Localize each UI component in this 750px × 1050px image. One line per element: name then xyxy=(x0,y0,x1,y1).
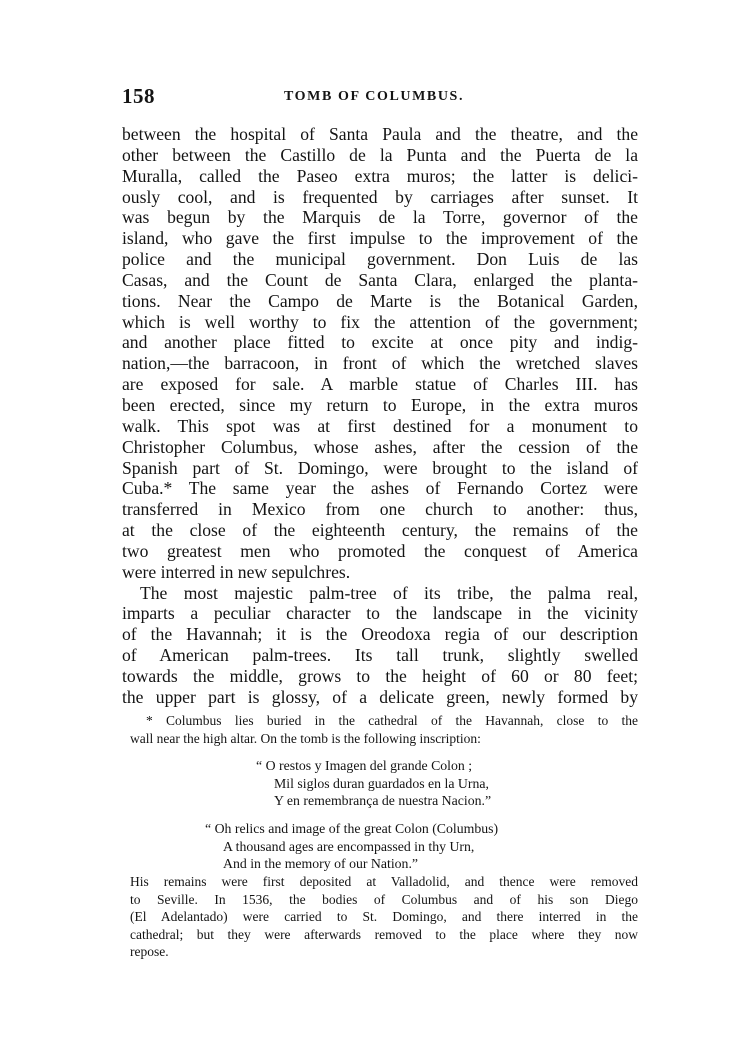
text-line: imparts a peculiar character to the landscape in the vicinity xyxy=(122,603,638,624)
main-text xyxy=(122,124,638,708)
text-line: ously cool, and is frequented by carriages after sunset. It xyxy=(122,186,638,207)
text-line: of American palm-trees. Its tall trunk, slightly swelled xyxy=(122,645,638,666)
text-line: walk. This spot was at first destined for a monument to xyxy=(122,415,638,436)
text-line: Muralla, called the Paseo extra muros; the latter is delici- xyxy=(122,165,638,186)
footnote-line: wall near the high altar. On the tomb is the following inscription: xyxy=(130,730,481,746)
text-line: Christopher Columbus, whose ashes, after the cession of the xyxy=(122,436,638,457)
text-line: Spanish part of St. Domingo, were brought to the island of xyxy=(122,457,638,478)
verse-line: “ Oh relics and image of the great Colon (Columbus) xyxy=(205,821,499,836)
text-line: the upper part is glossy, of a delicate green, newly formed by xyxy=(122,686,638,707)
english-translation xyxy=(205,820,498,873)
verse-line: “ O restos y Imagen del grande Colon ; xyxy=(256,758,473,773)
footnote-line: * Columbus lies buried in the cathedral of the Havannah, close to the xyxy=(146,713,638,728)
text-line: two greatest men who promoted the conquest of America xyxy=(122,540,638,561)
paragraph-start-line: The most majestic palm-tree of its tribe, the palma real, xyxy=(140,582,638,603)
footnote-line: His remains were first deposited at Valladolid, and thence were removed xyxy=(130,874,638,889)
text-line: nation,—the barracoon, in front of which the wretched slaves xyxy=(122,353,638,374)
text-line: of the Havannah; it is the Oreodoxa regia of our description xyxy=(122,624,638,645)
footnote-intro xyxy=(130,712,638,747)
text-line: Casas, and the Count de Santa Clara, enlarged the planta- xyxy=(122,269,638,290)
text-line: which is well worthy to fix the attention of the government; xyxy=(122,311,638,332)
page-header xyxy=(122,84,638,110)
footnote-line: (El Adelantado) were carried to St. Domingo, and there interred in the xyxy=(130,909,638,925)
verse-line: And in the memory of our Nation.” xyxy=(223,856,419,872)
text-line: transferred in Mexico from one church to another: thus, xyxy=(122,499,638,520)
text-line: and another place fitted to excite at once pity and indig- xyxy=(122,332,638,353)
text-line: were interred in new sepulchres. xyxy=(122,561,351,582)
text-line: was begun by the Marquis de la Torre, governor of the xyxy=(122,207,638,228)
footnote-line: to Seville. In 1536, the bodies of Columbus and of his son Diego xyxy=(130,891,638,907)
text-line: been erected, since my return to Europe, in the extra muros xyxy=(122,394,638,415)
footnote-line: cathedral; but they were afterwards removed to the place where they now xyxy=(130,926,638,942)
text-line: island, who gave the first impulse to the improvement of the xyxy=(122,228,638,249)
verse-line: Y en remembrança de nuestra Nacion.” xyxy=(274,793,492,809)
verse-line: Mil siglos duran guardados en la Urna, xyxy=(274,775,489,791)
running-head: TOMB OF COLUMBUS. xyxy=(284,89,465,104)
text-line: between the hospital of Santa Paula and the theatre, and the xyxy=(122,124,638,144)
text-line: towards the middle, grows to the height of 60 or 80 feet; xyxy=(122,665,638,686)
footnote-line: repose. xyxy=(130,944,169,960)
text-line: Cuba.* The same year the ashes of Fernando Cortez were xyxy=(122,478,638,499)
text-line: at the close of the eighteenth century, the remains of the xyxy=(122,520,638,541)
spanish-inscription xyxy=(256,757,491,810)
verse-line: A thousand ages are encompassed in thy Urn, xyxy=(223,838,475,854)
text-line: are exposed for sale. A marble statue of Charles III. has xyxy=(122,374,638,395)
text-line: tions. Near the Campo de Marte is the Botanical Garden, xyxy=(122,290,638,311)
page-number: 158 xyxy=(122,84,155,108)
footnote-closing xyxy=(130,873,638,961)
text-line: police and the municipal government. Don Luis de las xyxy=(122,249,638,270)
text-line: other between the Castillo de la Punta and the Puerta de la xyxy=(122,144,638,165)
